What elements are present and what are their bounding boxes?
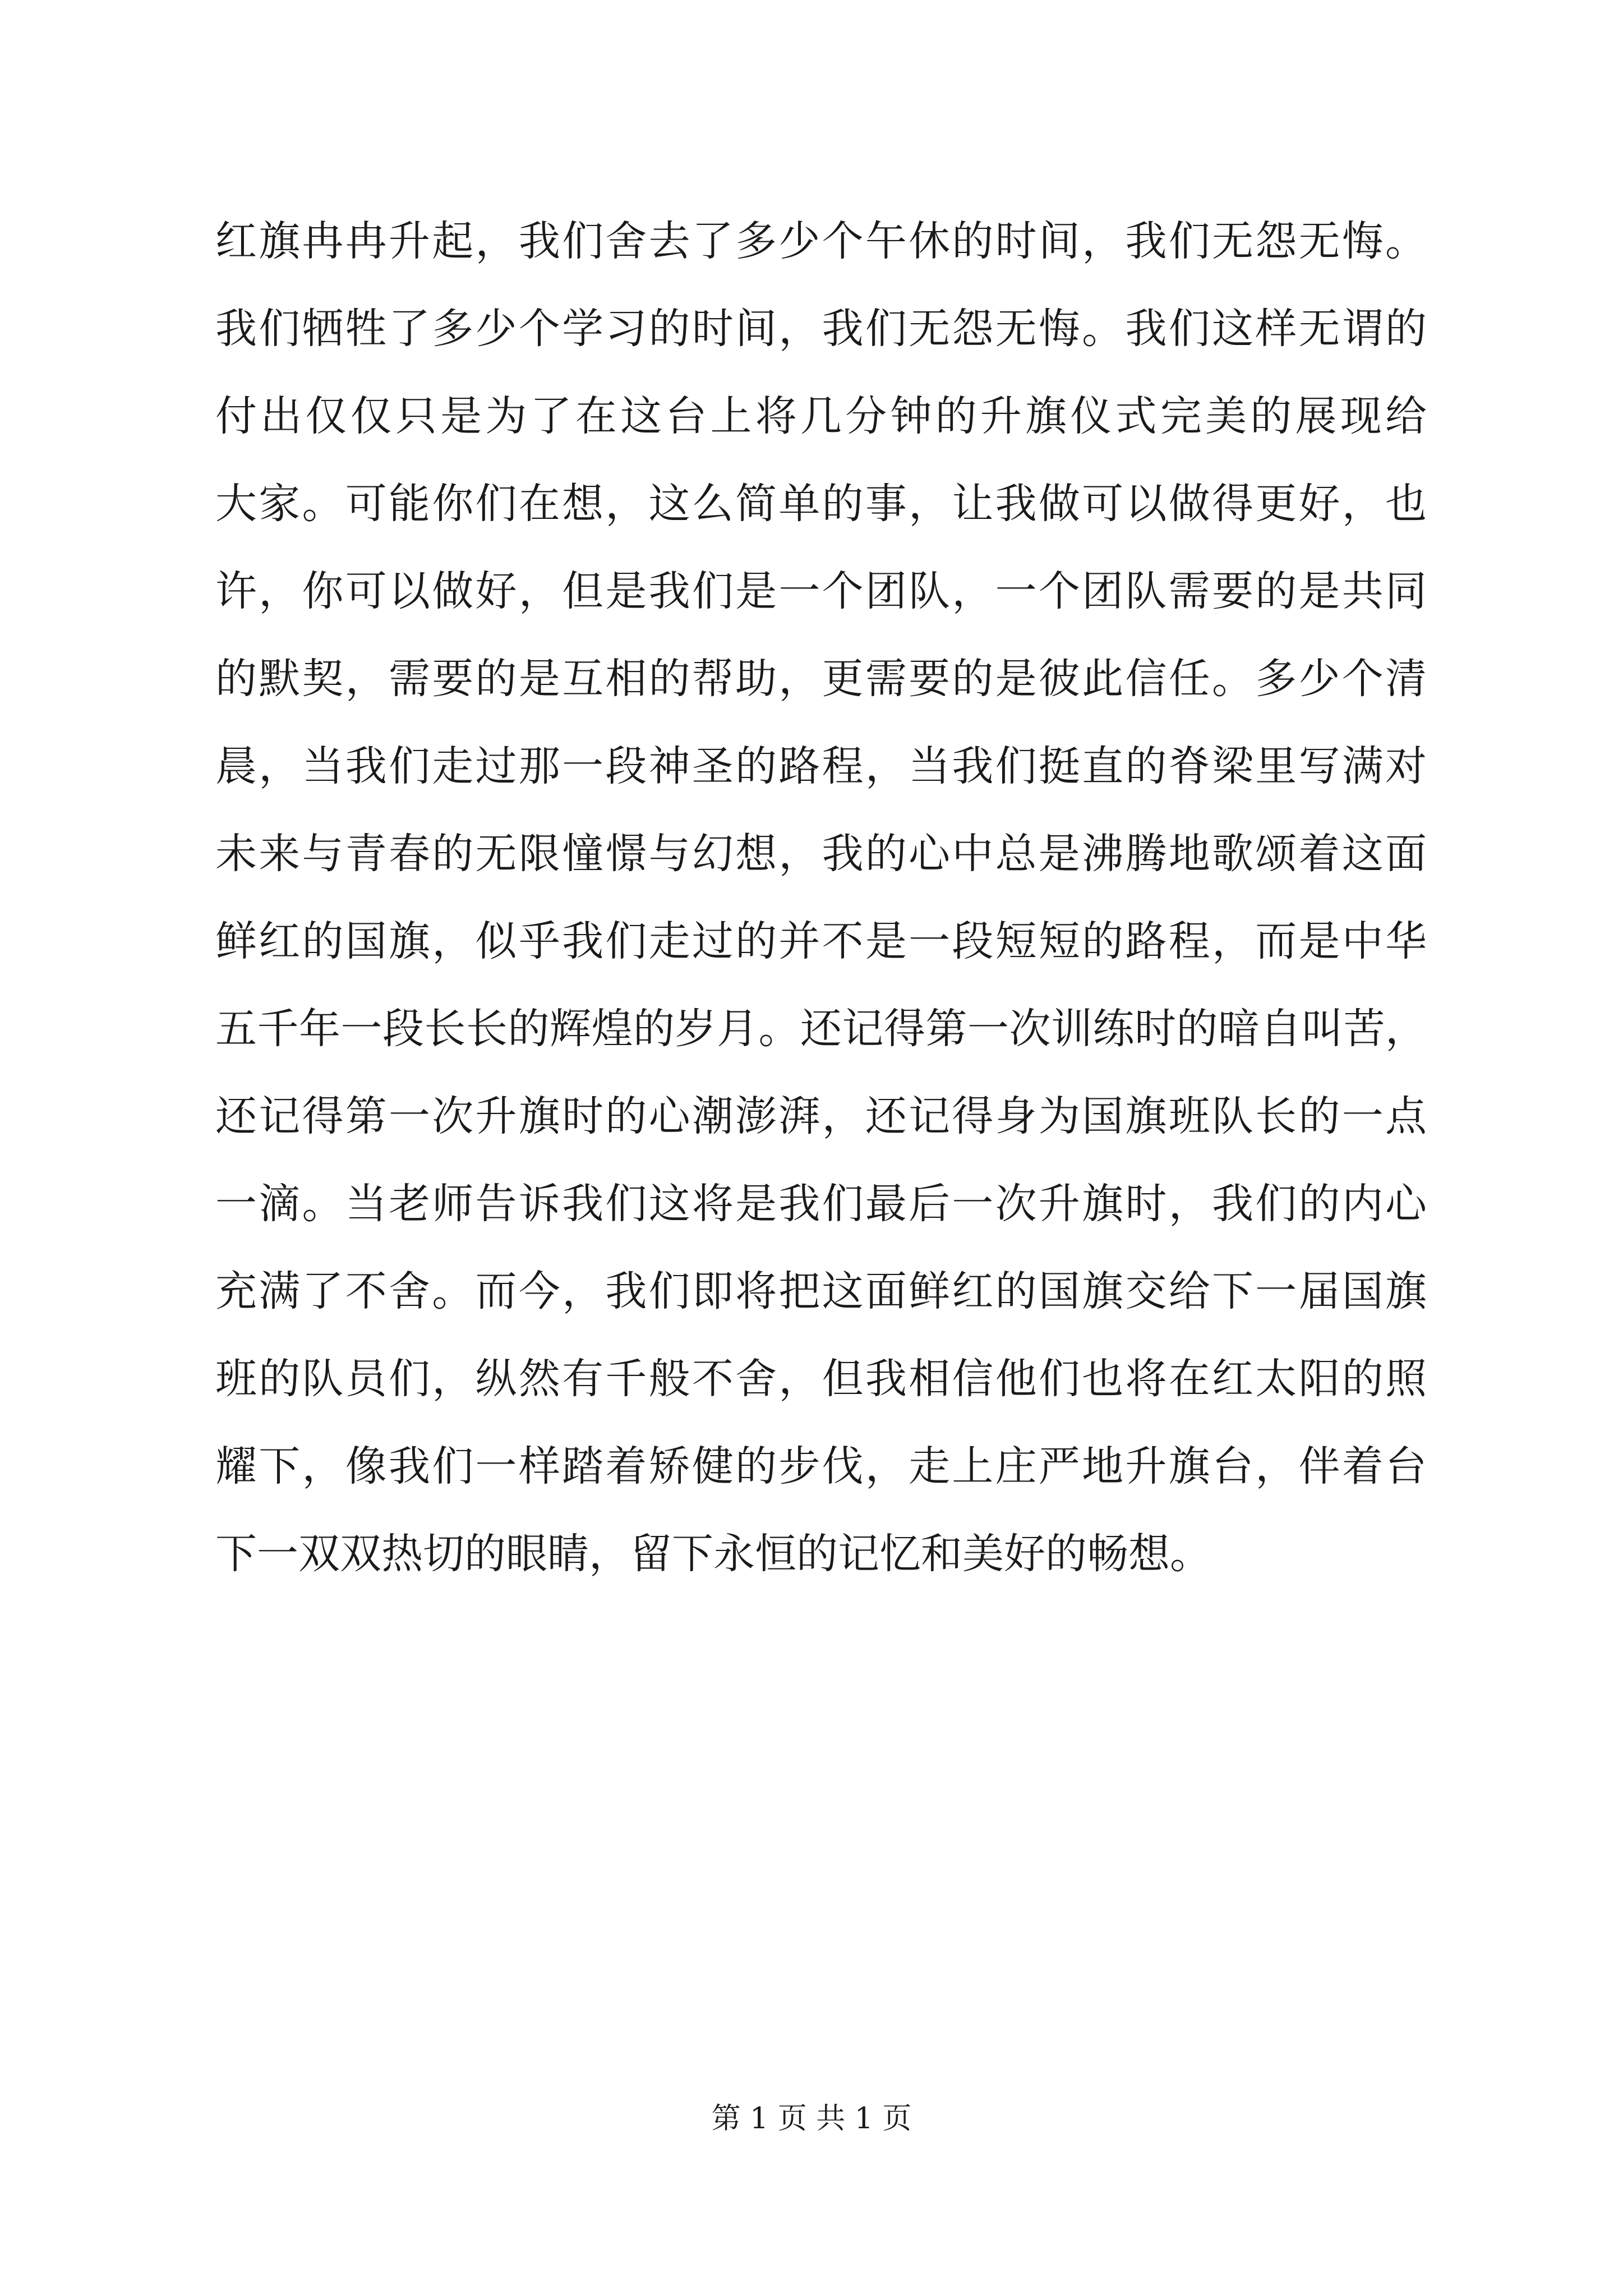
- text-line: 许，你可以做好，但是我们是一个团队，一个团队需要的是共同: [215, 567, 1427, 615]
- text-line: 还记得第一次升旗时的心潮澎湃，还记得身为国旗班队长的一点: [215, 1092, 1427, 1140]
- page-footer: [0, 2099, 1623, 2138]
- text-line: 晨，当我们走过那一段神圣的路程，当我们挺直的脊梁里写满对: [215, 742, 1427, 790]
- text-line: 我们牺牲了多少个学习的时间，我们无怨无悔。我们这样无谓的: [215, 305, 1427, 353]
- text-line: 耀下，像我们一样踏着矫健的步伐，走上庄严地升旗台，伴着台: [215, 1442, 1427, 1490]
- text-line: 大家。可能你们在想，这么简单的事，让我做可以做得更好，也: [215, 480, 1427, 528]
- body-paragraph: [215, 197, 1427, 1598]
- text-line: 充满了不舍。而今，我们即将把这面鲜红的国旗交给下一届国旗: [215, 1267, 1427, 1315]
- text-line: 下一双双热切的眼睛，留下永恒的记忆和美好的畅想。: [215, 1530, 1211, 1578]
- text-line: 的默契，需要的是互相的帮助，更需要的是彼此信任。多少个清: [215, 655, 1427, 703]
- text-line: 一滴。当老师告诉我们这将是我们最后一次升旗时，我们的内心: [215, 1180, 1427, 1228]
- text-line: 红旗冉冉升起，我们舍去了多少个午休的时间，我们无怨无悔。: [215, 217, 1427, 265]
- text-line: 未来与青春的无限憧憬与幻想，我的心中总是沸腾地歌颂着这面: [215, 830, 1427, 878]
- text-line: 五千年一段长长的辉煌的岁月。还记得第一次训练时的暗自叫苦，: [215, 1005, 1427, 1053]
- text-line: 鲜红的国旗，似乎我们走过的并不是一段短短的路程，而是中华: [215, 917, 1427, 965]
- text-line: 班的队员们，纵然有千般不舍，但我相信他们也将在红太阳的照: [215, 1355, 1427, 1403]
- text-line: 付出仅仅只是为了在这台上将几分钟的升旗仪式完美的展现给: [215, 392, 1427, 440]
- page-number-label: 第 1 页 共 1 页: [711, 2102, 912, 2136]
